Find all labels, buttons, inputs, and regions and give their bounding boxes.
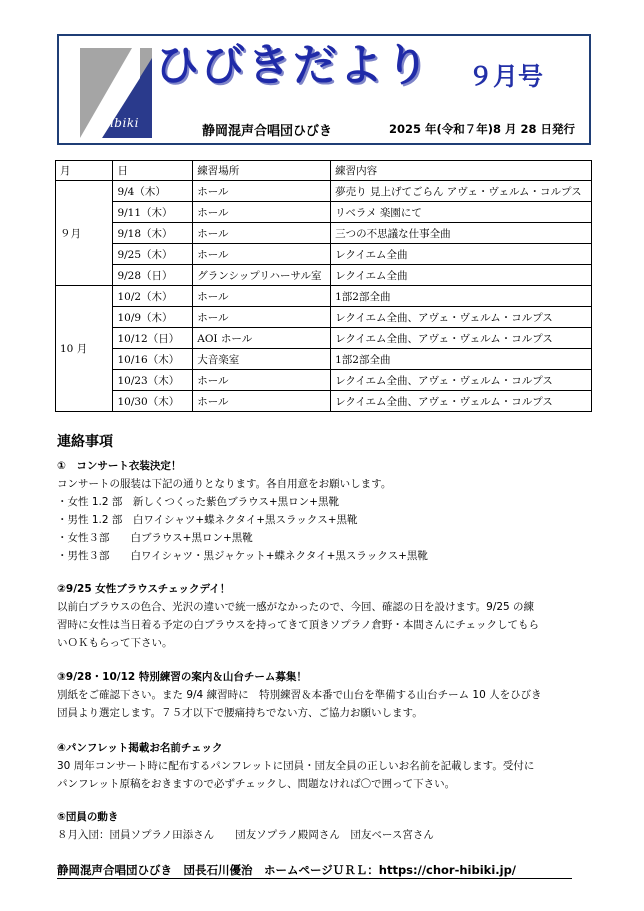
place-cell: ホール xyxy=(193,286,331,307)
notice-line: ・女性３部 白ブラウス+黒ロン+黒靴 xyxy=(57,532,253,544)
organization-name: 静岡混声合唱団ひびき xyxy=(202,124,333,139)
place-cell: ホール xyxy=(193,391,331,412)
notice-2 xyxy=(57,580,539,652)
day-cell: 9/18（木） xyxy=(113,223,193,244)
place-cell: ホール xyxy=(193,370,331,391)
table-row xyxy=(56,307,592,328)
day-cell: 10/16（木） xyxy=(113,349,193,370)
place-cell: ホール xyxy=(193,307,331,328)
notice-heading: ⑤団員の動き xyxy=(57,811,119,823)
header-content: 練習内容 xyxy=(331,161,592,181)
practice-schedule-table xyxy=(55,160,592,412)
notice-line: 団員より選定します。７５才以下で腰痛持ちでない方、ご協力お願いします。 xyxy=(57,707,423,719)
month-cell: ９月 xyxy=(56,181,113,286)
content-cell: レクイエム全曲、アヴェ・ヴェルム・コルプス xyxy=(331,328,592,349)
place-cell: 大音楽室 xyxy=(193,349,331,370)
table-row xyxy=(56,286,592,307)
header-day: 日 xyxy=(113,161,193,181)
day-cell: 10/30（木） xyxy=(113,391,193,412)
table-row xyxy=(56,202,592,223)
notice-line: 別紙をご確認下さい。また 9/4 練習時に 特別練習＆本番で山台を準備する山台チーム 10 人をひびき xyxy=(57,689,542,701)
issue-date: 2025 年(令和７年)8 月 28 日発行 xyxy=(389,122,576,136)
day-cell: 10/23（木） xyxy=(113,370,193,391)
place-cell: ホール xyxy=(193,181,331,202)
newsletter-title: ひびきだより xyxy=(155,40,431,91)
day-cell: 9/11（木） xyxy=(113,202,193,223)
header-place: 練習場所 xyxy=(193,161,331,181)
table-row xyxy=(56,391,592,412)
place-cell: ホール xyxy=(193,223,331,244)
notice-3 xyxy=(57,668,542,722)
notice-heading: ③9/28・10/12 特別練習の案内＆山台チーム募集！ xyxy=(57,671,307,683)
day-cell: 10/12（日） xyxy=(113,328,193,349)
issue-label: ９月号 xyxy=(468,62,544,91)
logo-script-text: Hibiki xyxy=(99,116,139,130)
content-cell: 1部2部全曲 xyxy=(331,286,592,307)
content-cell: 三つの不思議な仕事全曲 xyxy=(331,223,592,244)
content-cell: レクイエム全曲 xyxy=(331,265,592,286)
content-cell: レクイエム全曲、アヴェ・ヴェルム・コルプス xyxy=(331,307,592,328)
content-cell: リベラメ 楽園にて xyxy=(331,202,592,223)
month-cell: 10 月 xyxy=(56,286,113,412)
notice-heading: ① コンサート衣装決定！ xyxy=(57,460,182,472)
notice-line: パンフレット原稿をおきますので必ずチェックし、問題なければ〇で囲って下さい。 xyxy=(57,778,456,790)
content-cell: レクイエム全曲、アヴェ・ヴェルム・コルプス xyxy=(331,391,592,412)
day-cell: 10/9（木） xyxy=(113,307,193,328)
notice-line: 以前白ブラウスの色合、光沢の違いで統一感がなかったので、今回、確認の日を設けます。9/25 の練 xyxy=(57,601,535,613)
place-cell: ホール xyxy=(193,202,331,223)
table-row xyxy=(56,244,592,265)
day-cell: 10/2（木） xyxy=(113,286,193,307)
notice-line: コンサートの服装は下記の通りとなります。各自用意をお願いします。 xyxy=(57,478,392,490)
notice-5 xyxy=(57,808,434,844)
notice-line: ・男性３部 白ワイシャツ・黒ジャケット+蝶ネクタイ+黒スラックス+黒靴 xyxy=(57,550,428,562)
notices-title: 連絡事項 xyxy=(57,434,113,450)
notice-heading: ④パンフレット掲載お名前チェック xyxy=(57,742,223,754)
place-cell: AOI ホール xyxy=(193,328,331,349)
table-row xyxy=(56,181,592,202)
footer-underline xyxy=(57,878,572,879)
content-cell: レクイエム全曲 xyxy=(331,244,592,265)
header-month: 月 xyxy=(56,161,113,181)
footer-contact: 静岡混声合唱団ひびき 団長石川優治 ホームページＵＲＬ：https://chor-hibiki.jp/ xyxy=(57,863,517,877)
content-cell: 夢売り 見上げてごらん アヴェ・ヴェルム・コルプス xyxy=(331,181,592,202)
notice-heading: ②9/25 女性ブラウスチェックデイ！ xyxy=(57,583,231,595)
notice-line: ・女性 1.2 部 新しくつくった紫色ブラウス+黒ロン+黒靴 xyxy=(57,496,339,508)
notice-1 xyxy=(57,457,428,565)
content-cell: 1部2部全曲 xyxy=(331,349,592,370)
table-row xyxy=(56,328,592,349)
day-cell: 9/25（木） xyxy=(113,244,193,265)
notice-line: ・男性 1.2 部 白ワイシャツ+蝶ネクタイ+黒スラックス+黒靴 xyxy=(57,514,358,526)
notice-line: 習時に女性は当日着る予定の白ブラウスを持ってきて頂きソプラノ倉野・本間さんにチェックしてもら xyxy=(57,619,540,631)
day-cell: 9/4（木） xyxy=(113,181,193,202)
notice-line: ８月入団：団員ソプラノ田添さん 団友ソプラノ殿岡さん 団友ベース宮さん xyxy=(57,829,434,841)
table-row xyxy=(56,370,592,391)
table-row xyxy=(56,265,592,286)
content-cell: レクイエム全曲、アヴェ・ヴェルム・コルプス xyxy=(331,370,592,391)
day-cell: 9/28（日） xyxy=(113,265,193,286)
table-row xyxy=(56,349,592,370)
table-header-row xyxy=(56,161,592,181)
place-cell: ホール xyxy=(193,244,331,265)
table-row xyxy=(56,223,592,244)
notice-line: 30 周年コンサート時に配布するパンフレットに団員・団友全員の正しいお名前を記載します。受付に xyxy=(57,760,535,772)
place-cell: グランシップリハーサル室 xyxy=(193,265,331,286)
notice-line: いＯＫもらって下さい。 xyxy=(57,637,173,649)
notice-4 xyxy=(57,739,534,793)
